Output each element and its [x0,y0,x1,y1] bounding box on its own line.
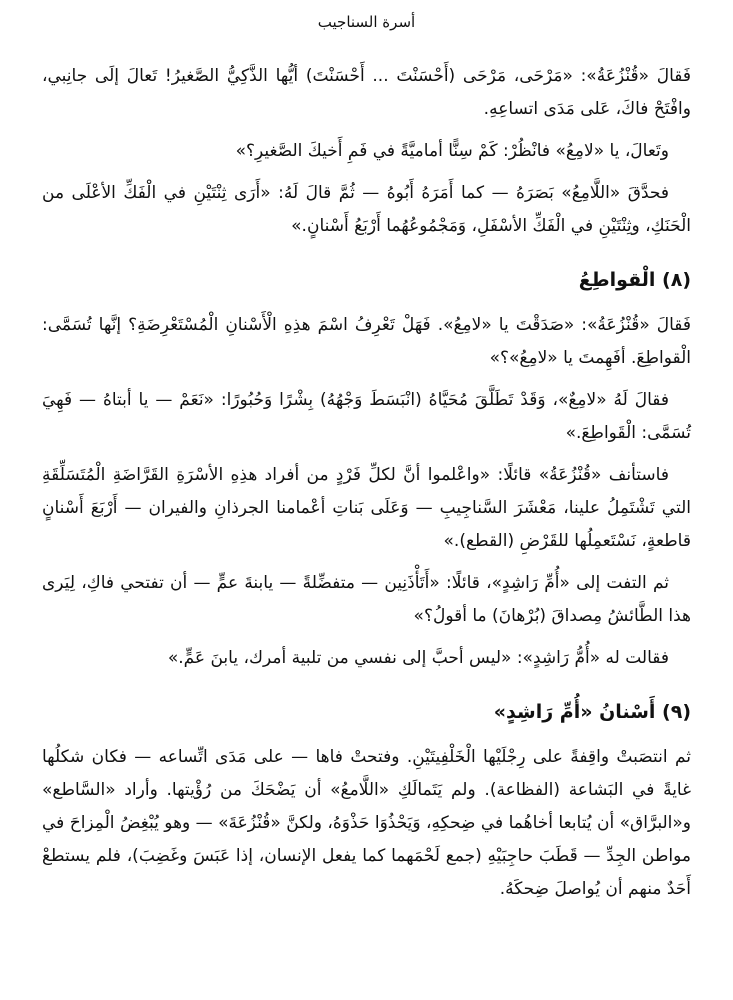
page-content [42,60,691,915]
paragraph: ثم التفت إلى «أُمِّ رَاشِدٍ»، قائلًا: «أَتَأْذَنِين — متفضِّلةً — يابنةَ عمٍّ — أن تفتحي فاكِ، لِيَرى هذا الطَّائشُ مِصداقَ (بُرْهانَ) ما أقولُ؟» [42,573,691,626]
book-page [42,0,691,1000]
section-heading: (٩) أَسْنانُ «أُمِّ رَاشِدٍ» [493,701,691,723]
paragraph: وتَعالَ، يا «لامِعُ» فانْظُرْ: كَمْ سِنًّا أماميَّةً في فَمِ أَخيكَ الصَّغيرِ؟» [235,141,669,161]
paragraph: فقالت له «أُمُّ رَاشِدٍ»: «ليس أحبَّ إلى نفسي من تلبية أمرك، يابنَ عَمٍّ.» [167,648,669,668]
section-heading: (٨) الْقواطِعُ [578,269,691,291]
paragraph: فاستأنف «قُنْزُعَةُ» قائلًا: «واعْلموا أنَّ لكلِّ فَرْدٍ من أفراد هذِهِ الأسْرَةِ القَرَّاضَةِ الْمُتَسَلِّقَةِ التي تَشْتَمِلُ علينا، مَعْشَرَ السَّناجِيبِ — وَعَلَى بَناتِ أعْمامنا الجرذانِ والفيران — أَرْبَعَ أَسْنانٍ قاطعةٍ، نَسْتَعمِلُها للقَرْضِ (القطع).» [42,465,691,551]
paragraph: فَقالَ «قُنْزُعَةُ»: «صَدَقْتَ يا «لامِعُ». فَهَلْ تَعْرِفُ اسْمَ هذِهِ الْأَسْنانِ الْمُسْتَعْرِضَةِ؟ إنَّها تُسَمَّى: الْقواطِعَ. أفَهِمتَ يا «لامِعُ»؟» [42,315,691,368]
paragraph: فحدَّقَ «اللَّامِعُ» بَصَرَهُ — كما أَمَرَهُ أَبُوهُ — ثُمَّ قالَ لَهُ: «أَرَى ثِنْتَيْنِ في الْفَكِّ الأعْلَى من الْحَنَكِ، وثِنْتَيْنِ في الْفَكِّ الأسْفَلِ، وَمَجْمُوعُهُما أَرْبَعُ أَسْنانٍ.» [42,183,691,236]
intro-section [42,60,691,243]
paragraph: ثم انتصَبتْ واقِفةً على رِجْلَيْها الْخَلْفِيتَيْنِ. وفتحتْ فاها — على مَدَى اتِّساعه — فكان شكلُها غايةً في البَشاعة (الفظاعة). ولم يَتَمالَكِ «اللَّامعُ» أن يَضْحَكَ من رُؤْيتها. وأراد «السَّاطع» و«البرَّاق» أن يُتابعا أخاهُما في ضِحكِهِ، وَيَحْذُوَا حَذْوَهُ، ولكنَّ «قُنْزُعَةَ» — وهو يُبْغِضُ الْمِزاحَ في مواطن الجِدِّ — قَطَبَ حاجِبَيْهِ (جمع لَحْمَهما كما يفعل الإنسان، إذا عَبَسَ وغَضِبَ)، فلم يستطعْ أَحَدٌ منهم أن يُواصلَ ضِحكَهُ. [42,747,691,899]
paragraph: فقالَ لَهُ «لامِعٌ»، وَقَدْ تَطَلَّقَ مُحَيَّاهُ (انْبَسَطَ وَجْهُهُ) بِشْرًا وَحُبُورًا: «نَعَمْ — يا أبتاهُ — فَهِيَ تُسَمَّى: الْقَواطِعَ.» [42,390,691,443]
section-8 [42,265,691,675]
running-header: أسرة السناجيب [317,13,416,31]
paragraph: فَقالَ «قُنْزُعَةُ»: «مَرْحَى، مَرْحَى (أَحْسَنْتَ ... أَحْسَنْتَ) أيُّها الذَّكِيُّ الصَّغيرُ! تَعالَ إلَى جانِبي، وافْتَحْ فاكَ، عَلى مَدَى اتساعِهِ. [42,66,691,119]
section-9 [42,697,691,906]
